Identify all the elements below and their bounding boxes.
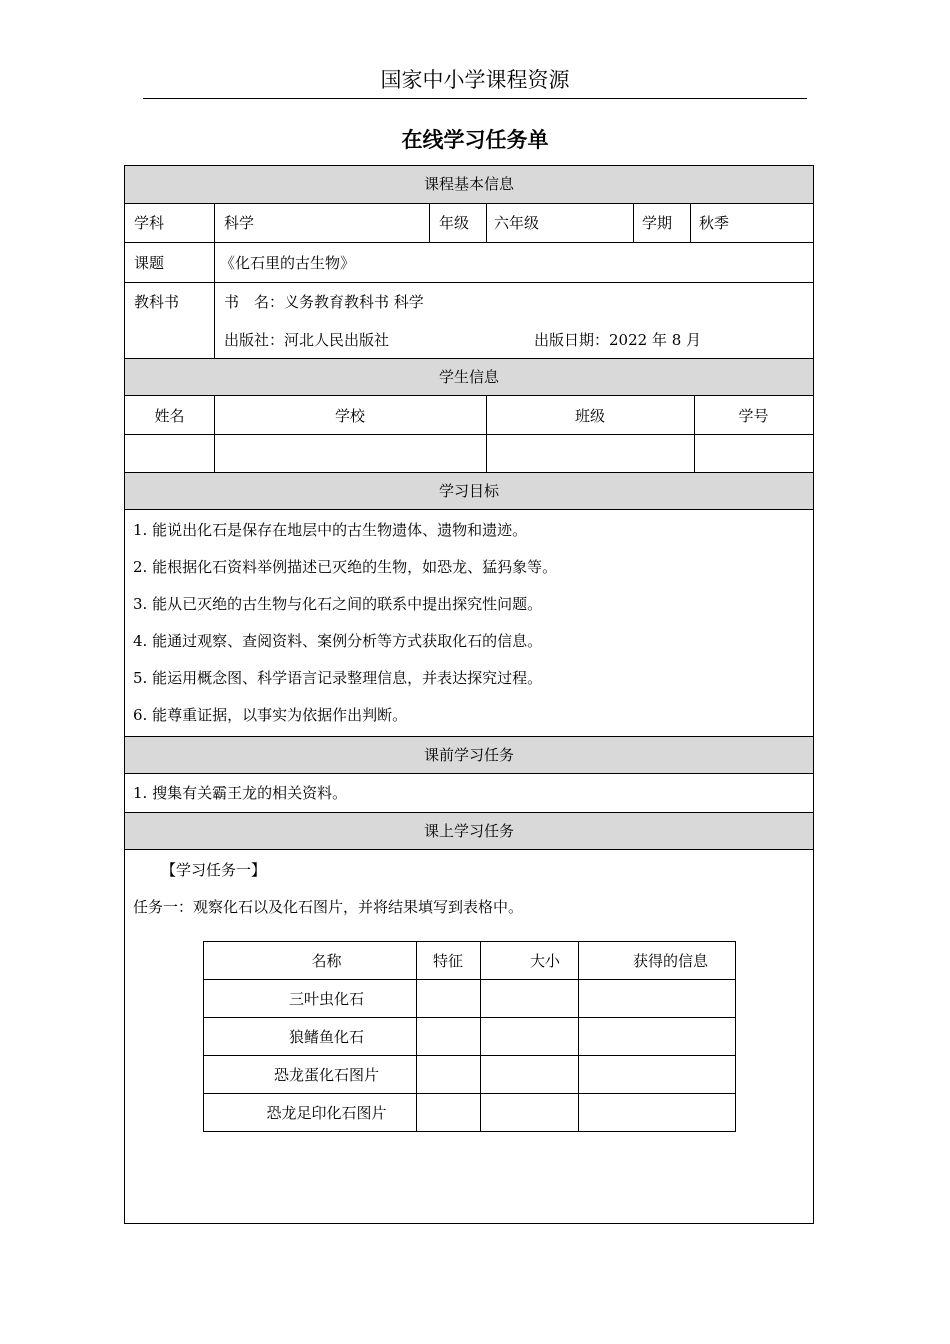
- info-header: 获得的信息: [633, 952, 709, 970]
- col-divider: [480, 942, 481, 1131]
- row-divider: [125, 242, 813, 243]
- row-divider: [125, 358, 813, 359]
- student-info-title: 学生信息: [438, 368, 499, 386]
- row-divider: [204, 1055, 735, 1056]
- textbook-label: 教科书: [134, 293, 180, 311]
- row-divider: [204, 1017, 735, 1018]
- topic-value: 《化石里的古生物》: [220, 254, 356, 272]
- objective-item: 3. 能从已灭绝的古生物与化石之间的联系中提出探究性问题。: [133, 595, 543, 613]
- col-divider: [429, 203, 430, 242]
- task-sheet-table: [124, 165, 814, 1224]
- row-divider: [125, 282, 813, 283]
- fossil-observation-table: [203, 941, 736, 1132]
- objective-item: 1. 能说出化石是保存在地层中的古生物遗体、遗物和遗迹。: [133, 521, 528, 539]
- grade-value: 六年级: [494, 214, 540, 232]
- document-title: 在线学习任务单: [401, 128, 549, 152]
- class-header: 班级: [574, 407, 605, 425]
- col-divider: [214, 203, 215, 358]
- school-header: 学校: [334, 407, 365, 425]
- fossil-row-name: 三叶虫化石: [288, 990, 364, 1008]
- row-divider: [125, 849, 813, 850]
- header-rule: [143, 98, 807, 99]
- name-header: 名称: [311, 952, 342, 970]
- topic-label: 课题: [134, 254, 165, 272]
- term-value: 秋季: [699, 214, 730, 232]
- row-divider: [204, 979, 735, 980]
- row-divider: [125, 395, 813, 396]
- fossil-row-name: 恐龙足印化石图片: [266, 1104, 387, 1122]
- student-id-header: 学号: [738, 407, 769, 425]
- task-heading: 【学习任务一】: [161, 861, 267, 879]
- subject-value: 科学: [224, 214, 255, 232]
- grade-label: 年级: [439, 214, 470, 232]
- page-header: 国家中小学课程资源: [380, 68, 570, 92]
- row-divider: [125, 509, 813, 510]
- student-name-header: 姓名: [154, 407, 185, 425]
- col-divider: [633, 203, 634, 242]
- row-divider: [125, 812, 813, 813]
- course-info-title: 课程基本信息: [423, 175, 514, 193]
- row-divider: [125, 472, 813, 473]
- publisher: 出版社：河北人民出版社: [224, 331, 390, 349]
- size-header: 大小: [530, 952, 561, 970]
- task-description: 任务一：观察化石以及化石图片，并将结果填写到表格中。: [133, 898, 524, 916]
- objective-item: 5. 能运用概念图、科学语言记录整理信息，并表达探究过程。: [133, 669, 543, 687]
- objective-item: 4. 能通过观察、查阅资料、案例分析等方式获取化石的信息。: [133, 632, 543, 650]
- objective-item: 6. 能尊重证据，以事实为依据作出判断。: [133, 706, 408, 724]
- col-divider: [690, 203, 691, 242]
- objectives-title: 学习目标: [438, 482, 499, 500]
- subject-label: 学科: [134, 214, 165, 232]
- objective-item: 2. 能根据化石资料举例描述已灭绝的生物，如恐龙、猛犸象等。: [133, 558, 558, 576]
- row-divider: [204, 1093, 735, 1094]
- row-divider: [125, 736, 813, 737]
- fossil-row-name: 恐龙蛋化石图片: [273, 1066, 379, 1084]
- book-name: 书 名：义务教育教科书 科学: [224, 293, 424, 311]
- pre-class-item: 1. 搜集有关霸王龙的相关资料。: [133, 784, 348, 802]
- col-divider: [578, 942, 579, 1131]
- publish-date: 出版日期：2022 年 8 月: [534, 331, 702, 349]
- in-class-title: 课上学习任务: [423, 822, 514, 840]
- row-divider: [125, 773, 813, 774]
- feature-header: 特征: [432, 952, 463, 970]
- fossil-row-name: 狼鳍鱼化石: [288, 1028, 364, 1046]
- pre-class-title: 课前学习任务: [423, 746, 514, 764]
- row-divider: [125, 434, 813, 435]
- term-label: 学期: [642, 214, 673, 232]
- row-divider: [125, 203, 813, 204]
- col-divider: [486, 203, 487, 242]
